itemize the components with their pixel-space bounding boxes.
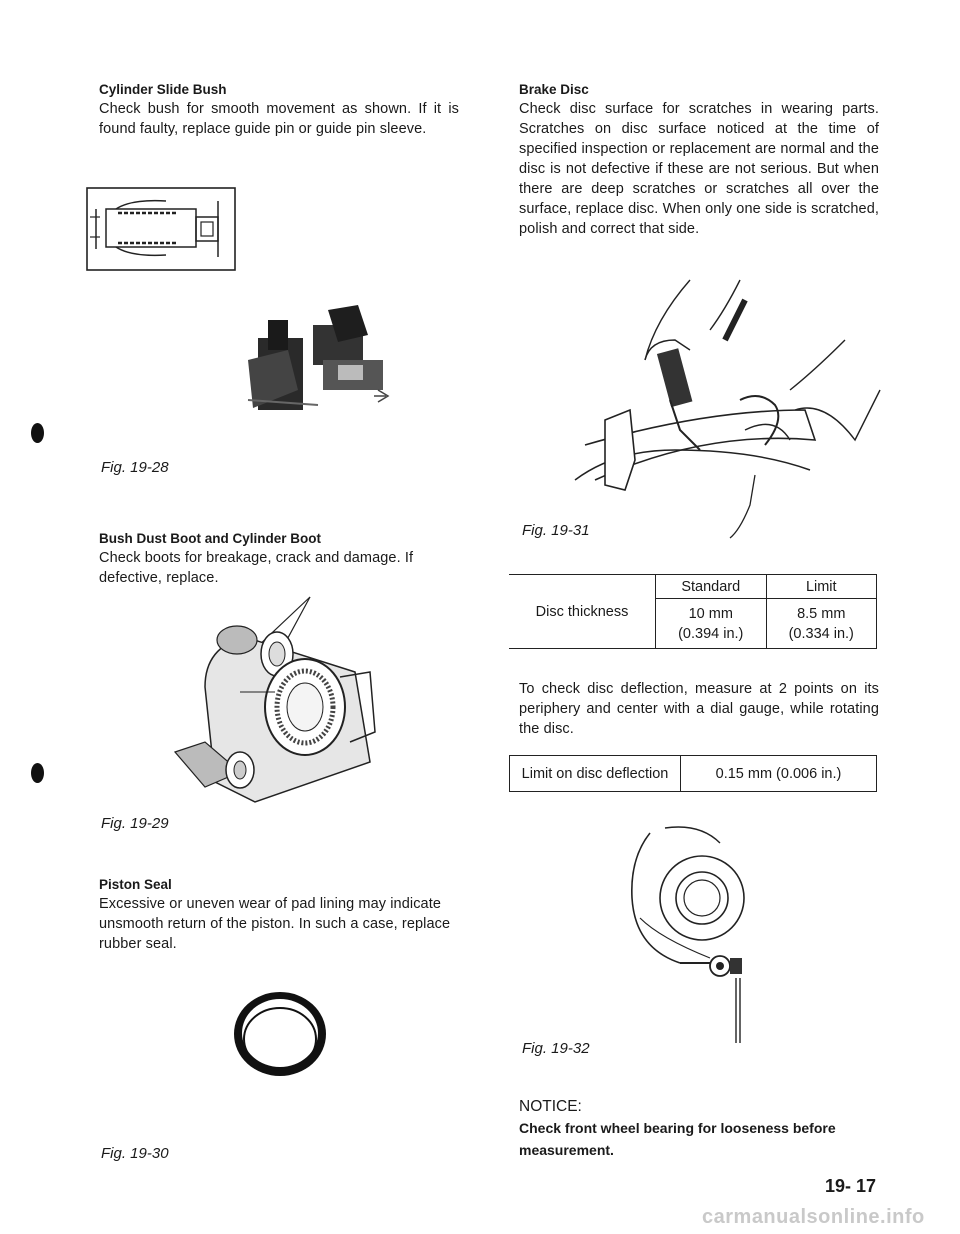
standard-value-inches: (0.394 in.) <box>678 625 744 642</box>
micrometer-on-disc-illustration <box>555 280 885 540</box>
column-header-standard: Standard <box>656 575 767 599</box>
figure-caption: Fig. 19-29 <box>101 815 169 832</box>
disc-thickness-table <box>509 574 877 649</box>
deflection-instructions <box>519 679 879 739</box>
section-title: Brake Disc <box>519 82 589 97</box>
limit-value: 0.15 mm (0.006 in.) <box>681 756 877 792</box>
margin-bullet <box>31 763 44 783</box>
standard-value: 10 mm <box>688 605 733 622</box>
footer-watermark: carmanualsonline.info <box>702 1206 925 1228</box>
figure-caption: Fig. 19-32 <box>522 1040 590 1057</box>
section-cylinder-slide-bush <box>99 80 459 139</box>
section-body: Check bush for smooth movement as shown. If it is found faulty, replace guide pin or guide pin sleeve. <box>99 101 459 137</box>
column-header-limit: Limit <box>766 575 877 599</box>
section-bush-dust-boot <box>99 529 459 588</box>
section-brake-disc <box>519 80 879 239</box>
slide-bush-diagram <box>86 187 236 272</box>
notice-title: NOTICE: <box>519 1098 582 1115</box>
margin-bullet <box>31 423 44 443</box>
section-body: Check disc surface for scratches in wearing parts. Scratches on disc surface noticed at the time of specified inspection or replacement are normal and the disc is not defective if these are not serious. But when there are deep scratches or scratches all over the surface, replace disc. When only one side is scratched, polish and correct that side. <box>519 101 879 237</box>
paragraph: To check disc deflection, measure at 2 points on its periphery and center with a dial gauge, while rotating the disc. <box>519 681 879 737</box>
limit-label: Limit on disc deflection <box>510 756 681 792</box>
limit-value-cell <box>766 599 877 649</box>
page-number: 19- 17 <box>825 1176 877 1196</box>
figure-caption: Fig. 19-30 <box>101 1145 169 1162</box>
notice-body: Check front wheel bearing for looseness before measurement. <box>519 1120 836 1158</box>
limit-value-inches: (0.334 in.) <box>788 625 854 642</box>
deflection-limit-table <box>509 755 877 792</box>
dial-gauge-illustration <box>610 818 770 1048</box>
section-body: Check boots for breakage, crack and damage. If defective, replace. <box>99 550 414 586</box>
limit-value: 8.5 mm <box>797 605 846 622</box>
section-title: Cylinder Slide Bush <box>99 82 227 97</box>
section-title: Bush Dust Boot and Cylinder Boot <box>99 531 321 546</box>
section-title: Piston Seal <box>99 877 172 892</box>
section-piston-seal <box>99 875 459 954</box>
row-label: Disc thickness <box>509 575 656 649</box>
figure-caption: Fig. 19-31 <box>522 522 590 539</box>
standard-value-cell <box>656 599 767 649</box>
figure-caption: Fig. 19-28 <box>101 459 169 476</box>
piston-seal-ring <box>230 989 330 1079</box>
slide-bush-photo <box>228 300 388 415</box>
notice-block <box>519 1097 879 1161</box>
section-body: Excessive or uneven wear of pad lining may indicate unsmooth return of the piston. In such a case, replace rubber seal. <box>99 896 451 952</box>
caliper-boot-illustration <box>165 592 385 812</box>
